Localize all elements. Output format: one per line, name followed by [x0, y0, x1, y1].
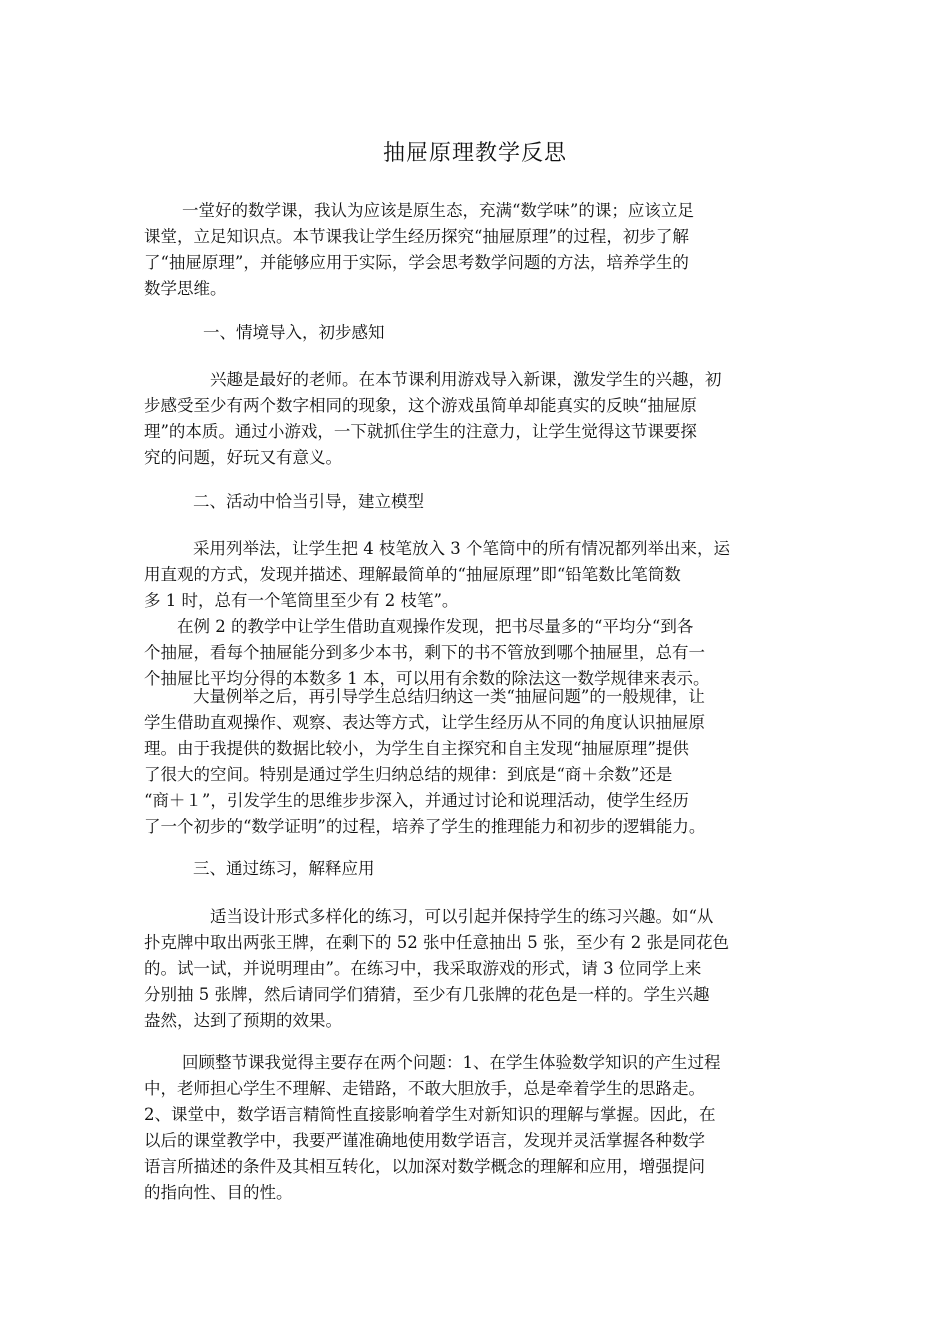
- section2-paragraph-3: [144, 684, 806, 840]
- section2-paragraph-2: [144, 614, 806, 692]
- section2-paragraph-1: [144, 536, 806, 614]
- intro-line: 数学思维。: [144, 279, 227, 298]
- section1-line: 兴趣是最好的老师。在本节课利用游戏导入新课，激发学生的兴趣，初: [210, 370, 722, 389]
- section1-line: 究的问题，好玩又有意义。: [144, 448, 342, 467]
- conclusion-line: 以后的课堂教学中，我要严谨准确地使用数学语言，发现并灵活掌握各种数学: [144, 1131, 705, 1150]
- section2-line: “商＋１”，引发学生的思维步步深入，并通过讨论和说理活动，使学生经历: [144, 791, 689, 810]
- intro-line: 一堂好的数学课，我认为应该是原生态，充满“数学味”的课；应该立足: [182, 201, 694, 220]
- conclusion-paragraph: [144, 1050, 806, 1206]
- conclusion-line: 的指向性、目的性。: [144, 1183, 293, 1202]
- section2-line: 多 1 时，总有一个笔筒里至少有 2 枝笔”。: [144, 591, 459, 610]
- section1-heading: 一、情境导入，初步感知: [203, 323, 385, 342]
- intro-paragraph: [144, 198, 806, 302]
- section3-line: 适当设计形式多样化的练习，可以引起并保持学生的练习兴趣。如“从: [210, 907, 714, 926]
- section2-line: 用直观的方式，发现并描述、理解最简单的“抽屉原理”即“铅笔数比笔筒数: [144, 565, 681, 584]
- section1-paragraph: [144, 367, 806, 471]
- section2-line: 采用列举法，让学生把 4 枝笔放入 3 个笔筒中的所有情况都列举出来，运: [193, 539, 730, 558]
- section3-line: 分别抽 5 张牌，然后请同学们猜猜，至少有几张牌的花色是一样的。学生兴趣: [144, 985, 710, 1004]
- intro-line: 课堂，立足知识点。本节课我让学生经历探究“抽屉原理”的过程，初步了解: [144, 227, 689, 246]
- section2-line: 了很大的空间。特别是通过学生归纳总结的规律：到底是“商＋余数”还是: [144, 765, 673, 784]
- section2-line: 在例 2 的教学中让学生借助直观操作发现，把书尽量多的“平均分“到各: [177, 617, 694, 636]
- section2-line: 个抽屉，看每个抽屉能分到多少本书，剩下的书不管放到哪个抽屉里，总有一: [144, 643, 705, 662]
- conclusion-line: 回顾整节课我觉得主要存在两个问题：1、在学生体验数学知识的产生过程: [182, 1053, 721, 1072]
- section2-heading: 二、活动中恰当引导，建立模型: [193, 492, 424, 511]
- conclusion-line: 中，老师担心学生不理解、走错路，不敢大胆放手，总是牵着学生的思路走。: [144, 1079, 705, 1098]
- section3-line: 盎然，达到了预期的效果。: [144, 1011, 342, 1030]
- section1-line: 步感受至少有两个数字相同的现象，这个游戏虽简单却能真实的反映“抽屉原: [144, 396, 697, 415]
- section3-line: 的。试一试，并说明理由”。在练习中，我采取游戏的形式，请 3 位同学上来: [144, 959, 702, 978]
- document-title: 抽屉原理教学反思: [382, 141, 567, 166]
- conclusion-line: 语言所描述的条件及其相互转化，以加深对数学概念的理解和应用，增强提问: [144, 1157, 705, 1176]
- conclusion-line: 2、课堂中，数学语言精简性直接影响着学生对新知识的理解与掌握。因此，在: [144, 1105, 716, 1124]
- section3-line: 扑克牌中取出两张王牌，在剩下的 52 张中任意抽出 5 张，至少有 2 张是同花色: [144, 933, 729, 952]
- section2-line: 大量例举之后，再引导学生总结归纳这一类“抽屉问题”的一般规律，让: [193, 687, 705, 706]
- section3-heading: 三、通过练习，解释应用: [193, 859, 375, 878]
- intro-line: 了“抽屉原理”，并能够应用于实际，学会思考数学问题的方法，培养学生的: [144, 253, 689, 272]
- section2-line: 学生借助直观操作、观察、表达等方式，让学生经历从不同的角度认识抽屉原: [144, 713, 705, 732]
- section2-line: 个抽屉比平均分得的本数多 1 本，可以用有余数的除法这一数学规律来表示。: [144, 669, 710, 688]
- section1-line: 理”的本质。通过小游戏，一下就抓住学生的注意力，让学生觉得这节课要探: [144, 422, 697, 441]
- section2-line: 了一个初步的“数学证明”的过程，培养了学生的推理能力和初步的逻辑能力。: [144, 817, 706, 836]
- section3-paragraph: [144, 904, 806, 1034]
- section2-line: 理。由于我提供的数据比较小，为学生自主探究和自主发现“抽屉原理”提供: [144, 739, 689, 758]
